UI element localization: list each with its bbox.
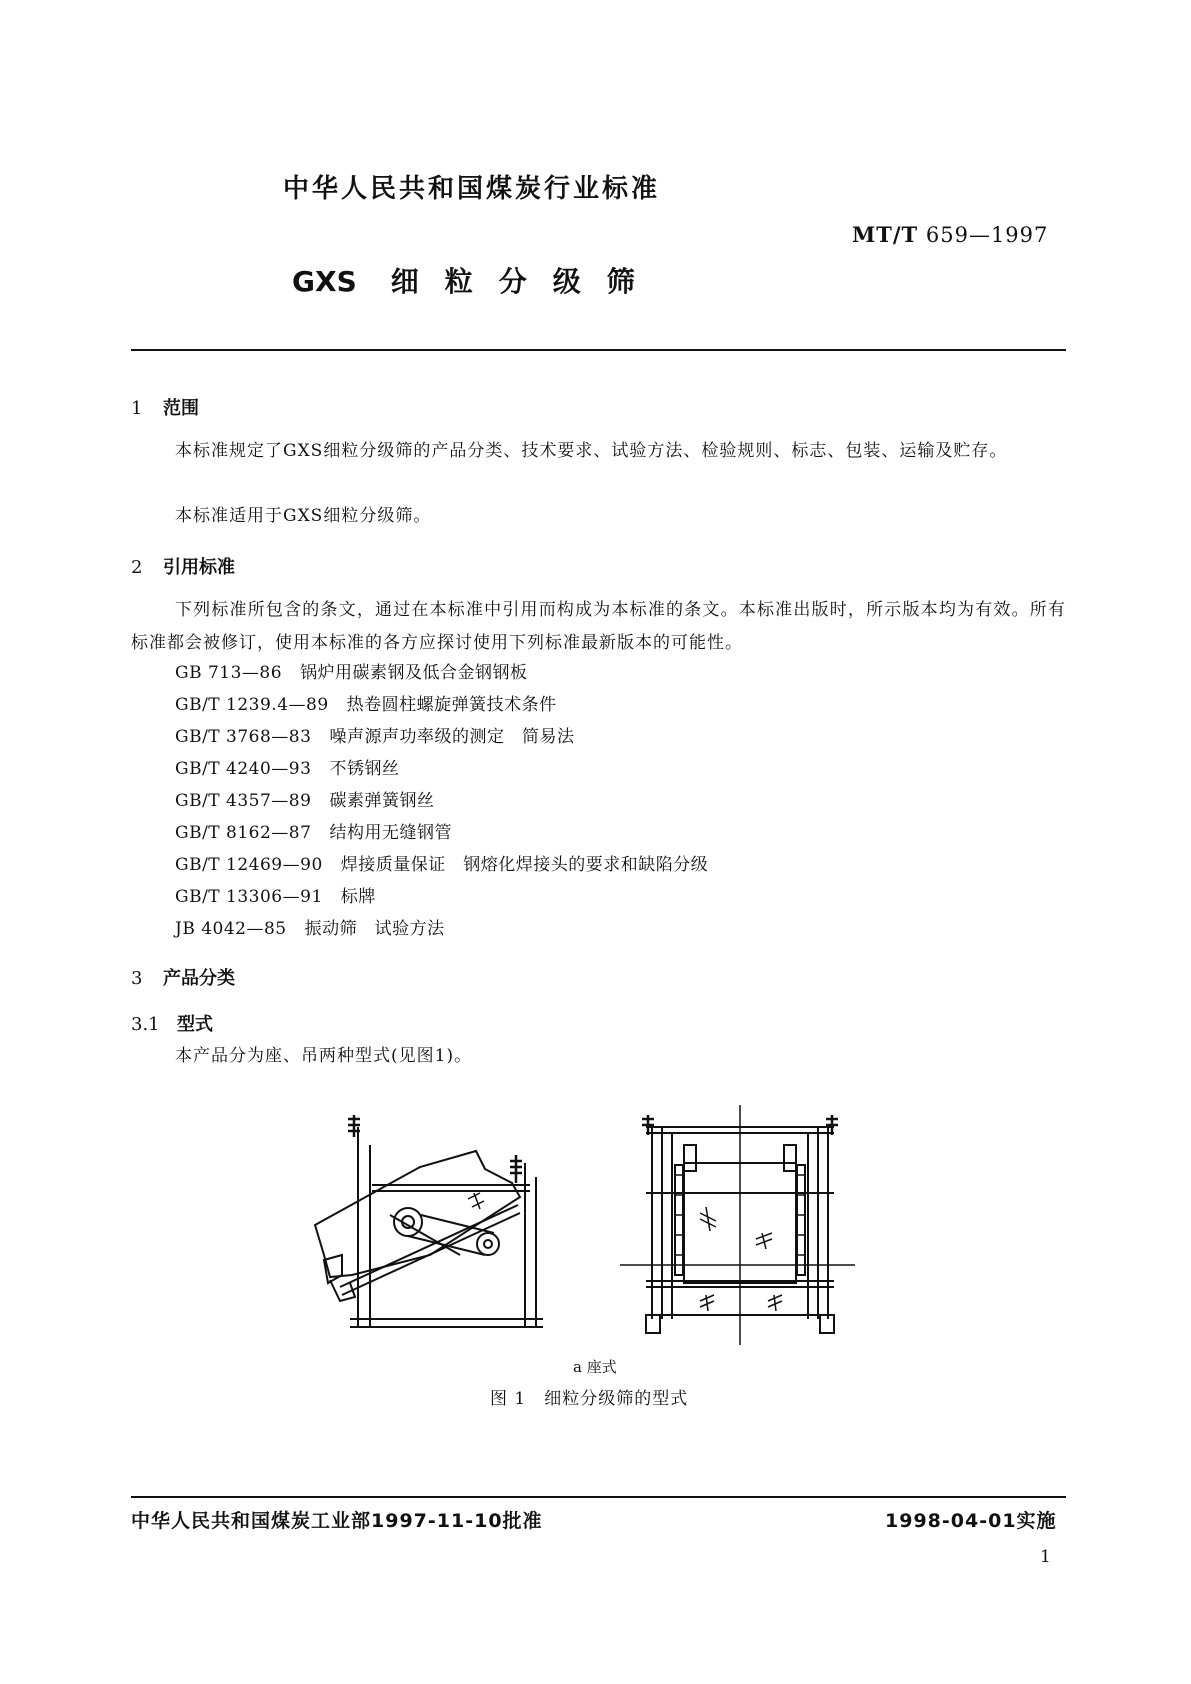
section-3-1-number: 3.1 xyxy=(131,1014,160,1035)
section-1-title: 范围 xyxy=(163,398,199,419)
reference-code: GB/T 1239.4—89 xyxy=(175,695,329,715)
side-view-drawing xyxy=(315,1115,543,1327)
section-2-title: 引用标准 xyxy=(163,557,235,578)
section-1-paragraph-1: 本标准规定了GXS细粒分级筛的产品分类、技术要求、试验方法、检验规则、标志、包装、运输及贮存。 xyxy=(175,441,1008,461)
reference-title: 标牌 xyxy=(340,887,376,907)
reference-title: 不锈钢丝 xyxy=(329,759,400,779)
reference-item xyxy=(175,818,452,843)
reference-item xyxy=(175,882,376,907)
figure-seat-type-drawings xyxy=(280,1105,920,1345)
effective-date-line: 1998-04-01实施 xyxy=(885,1510,1057,1532)
standard-code xyxy=(852,222,1048,247)
reference-item xyxy=(175,786,434,811)
document-title-cn: 细粒分级筛 xyxy=(390,265,661,298)
reference-item xyxy=(175,754,399,779)
section-1-heading xyxy=(131,394,199,420)
end-view-drawing xyxy=(620,1105,855,1345)
reference-code: JB 4042—85 xyxy=(175,919,287,939)
reference-code: GB/T 8162—87 xyxy=(175,823,312,843)
figure-caption xyxy=(490,1384,688,1409)
approval-line: 中华人民共和国煤炭工业部1997-11-10批准 xyxy=(131,1510,543,1532)
section-1-number: 1 xyxy=(131,398,143,419)
document-title xyxy=(292,260,661,300)
page-number: 1 xyxy=(1040,1547,1051,1567)
reference-code: GB/T 4357—89 xyxy=(175,791,312,811)
reference-code: GB/T 4240—93 xyxy=(175,759,312,779)
section-2-number: 2 xyxy=(131,557,143,578)
reference-item xyxy=(175,850,708,875)
figure-caption-text: 细粒分级筛的型式 xyxy=(544,1389,689,1409)
section-3-1-heading xyxy=(131,1010,213,1036)
reference-title: 锅炉用碳素钢及低合金钢钢板 xyxy=(300,663,528,683)
section-3-heading xyxy=(131,964,235,990)
reference-title: 热卷圆柱螺旋弹簧技术条件 xyxy=(346,695,557,715)
section-2-paragraph: 下列标准所包含的条文，通过在本标准中引用而构成为本标准的条文。本标准出版时，所示版本均为有效。所有标准都会被修订，使用本标准的各方应探讨使用下列标准最新版本的可能性。 xyxy=(131,600,1066,653)
standard-code-prefix: MT/T xyxy=(852,222,919,247)
reference-item xyxy=(175,914,445,939)
reference-item xyxy=(175,722,574,747)
section-1-paragraph-2: 本标准适用于GXS细粒分级筛。 xyxy=(175,506,432,526)
standard-code-number: 659—1997 xyxy=(925,223,1049,247)
section-3-title: 产品分类 xyxy=(163,968,235,989)
reference-code: GB 713—86 xyxy=(175,663,283,683)
section-2-heading xyxy=(131,553,235,579)
section-3-1-paragraph: 本产品分为座、吊两种型式(见图1)。 xyxy=(175,1046,473,1066)
figure-subcaption: a 座式 xyxy=(573,1358,617,1376)
header-divider xyxy=(131,349,1066,351)
reference-item xyxy=(175,658,528,683)
footer-divider xyxy=(131,1496,1066,1498)
document-title-latin: GXS xyxy=(292,265,357,298)
reference-code: GB/T 12469—90 xyxy=(175,855,323,875)
section-3-1-title: 型式 xyxy=(177,1014,213,1035)
issuing-body-heading: 中华人民共和国煤炭行业标准 xyxy=(283,174,661,204)
reference-code: GB/T 3768—83 xyxy=(175,727,312,747)
reference-item xyxy=(175,690,557,715)
reference-title: 振动筛 试验方法 xyxy=(304,919,445,939)
section-3-number: 3 xyxy=(131,968,143,989)
reference-title: 焊接质量保证 钢熔化焊接头的要求和缺陷分级 xyxy=(340,855,709,875)
reference-code: GB/T 13306—91 xyxy=(175,887,323,907)
reference-title: 碳素弹簧钢丝 xyxy=(329,791,435,811)
reference-title: 结构用无缝钢管 xyxy=(329,823,452,843)
reference-title: 噪声源声功率级的测定 简易法 xyxy=(329,727,575,747)
figure-label: 图 1 xyxy=(490,1389,527,1409)
